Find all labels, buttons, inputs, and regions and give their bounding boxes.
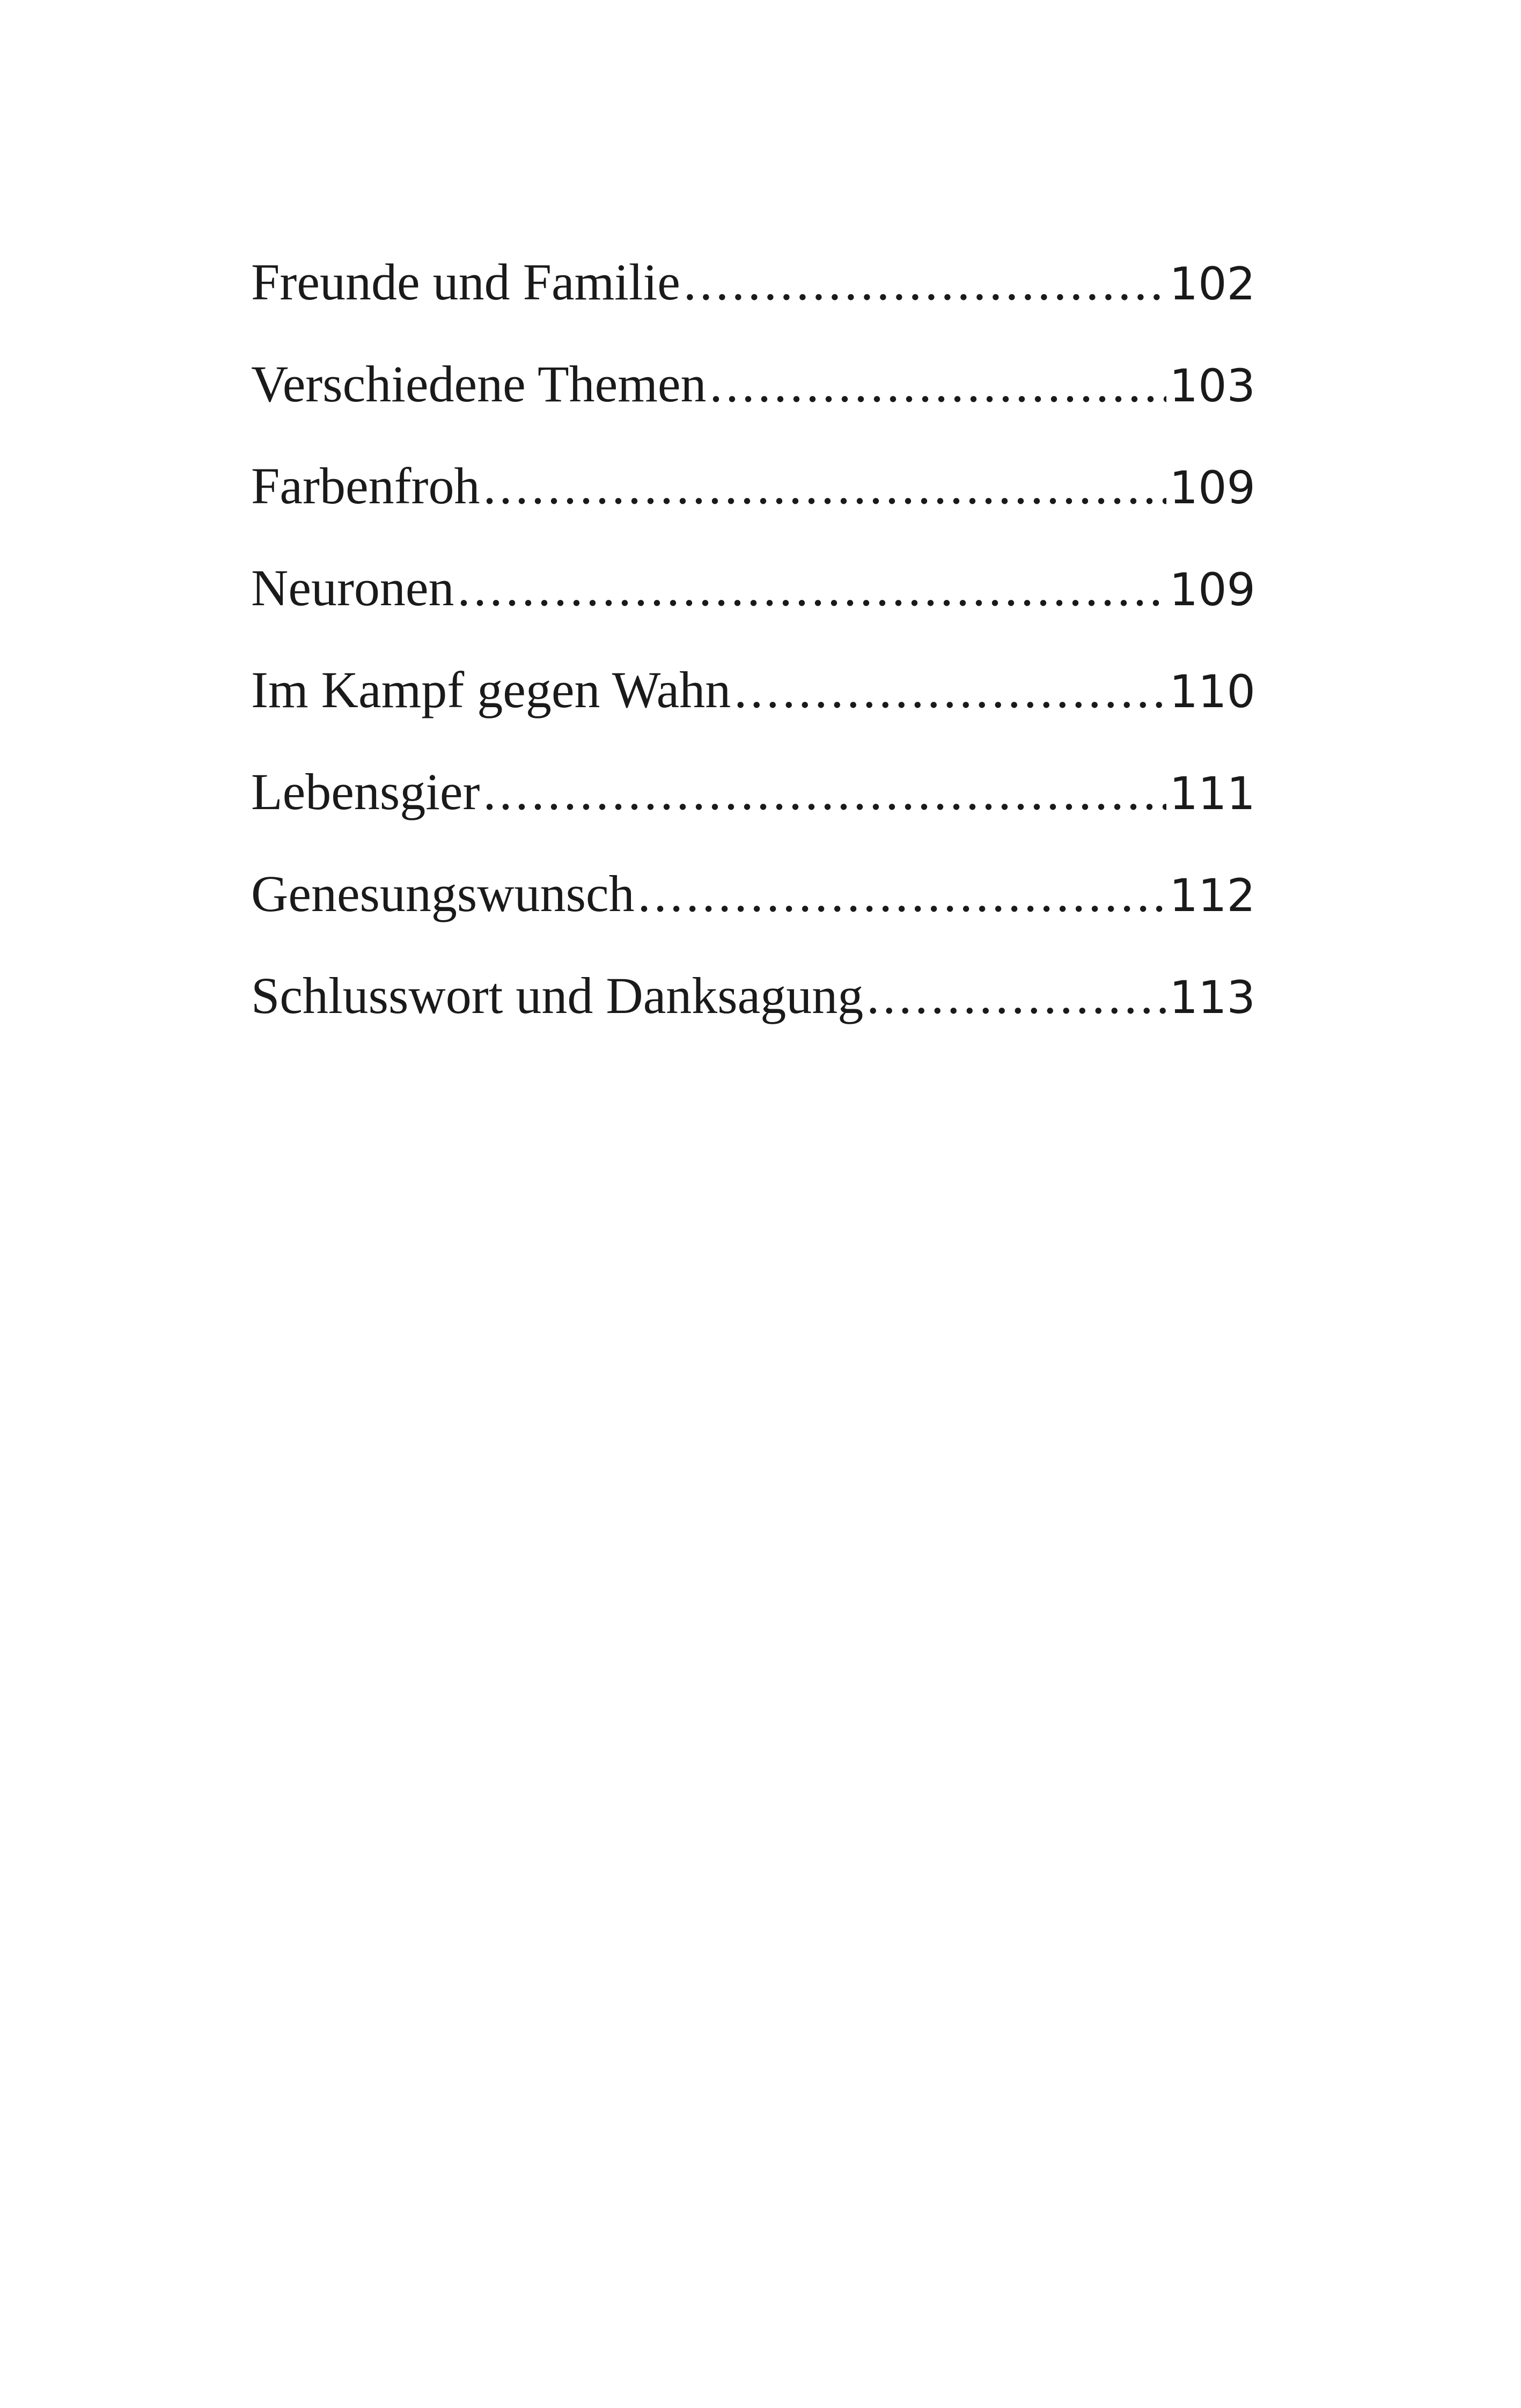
toc-dot-leader	[458, 558, 1166, 618]
toc-entry	[251, 252, 1255, 354]
toc-entry-page: 113	[1169, 971, 1255, 1024]
toc-dot-leader	[684, 252, 1166, 312]
toc-entry	[251, 558, 1255, 660]
toc-entry-page: 112	[1169, 869, 1255, 922]
toc-entry-page: 109	[1169, 563, 1255, 616]
toc-entry-page: 102	[1169, 258, 1255, 310]
toc-dot-leader	[734, 660, 1166, 720]
toc-entry-page: 111	[1169, 767, 1255, 820]
toc-dot-leader	[710, 354, 1166, 414]
toc-entry-title: Genesungswunsch	[251, 865, 635, 922]
toc-entry-title: Freunde und Familie	[251, 253, 680, 311]
toc-dot-leader	[638, 864, 1166, 923]
toc-entry-page: 103	[1169, 359, 1255, 412]
toc-entry	[251, 864, 1255, 966]
toc-entry-title: Farbenfroh	[251, 457, 480, 515]
toc-entry-title: Neuronen	[251, 559, 454, 616]
toc-entry-title: Schlusswort und Danksagung	[251, 967, 864, 1024]
toc-entry-title: Im Kampf gegen Wahn	[251, 661, 731, 718]
toc-dot-leader	[483, 456, 1166, 516]
toc-entry	[251, 354, 1255, 456]
toc-entry	[251, 456, 1255, 558]
toc-dot-leader	[483, 762, 1166, 821]
toc-entry	[251, 660, 1255, 762]
toc-entry	[251, 966, 1255, 1068]
toc-dot-leader	[866, 966, 1166, 1025]
table-of-contents	[251, 252, 1255, 1068]
toc-entry-title: Verschiedene Themen	[251, 355, 707, 413]
toc-entry-page: 109	[1169, 461, 1255, 514]
toc-entry-title: Lebensgier	[251, 763, 480, 820]
toc-entry	[251, 762, 1255, 864]
toc-entry-page: 110	[1169, 665, 1255, 718]
